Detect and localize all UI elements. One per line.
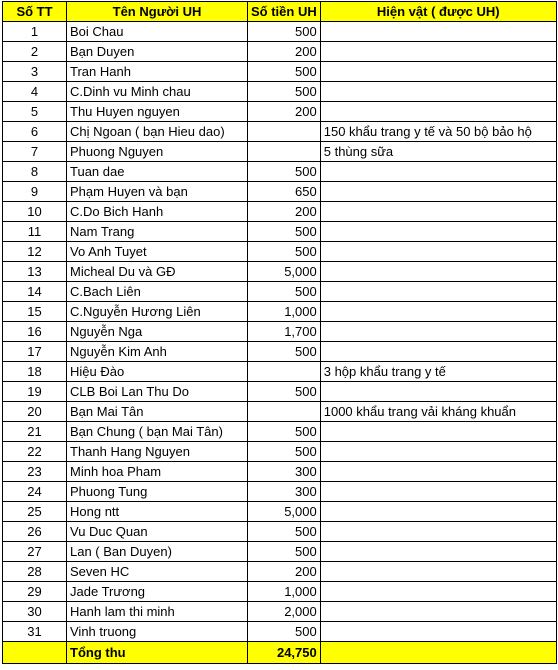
amount-cell[interactable]: 1,000 <box>248 582 321 602</box>
table-row <box>3 42 557 62</box>
stt-cell[interactable]: 8 <box>3 162 67 182</box>
name-cell[interactable]: C.Nguyễn Hương Liên <box>67 302 248 322</box>
stt-cell[interactable]: 25 <box>3 502 67 522</box>
table-row <box>3 322 557 342</box>
name-cell[interactable]: Vinh truong <box>67 622 248 642</box>
header-cell-amount[interactable]: Số tiền UH <box>248 2 321 22</box>
items-cell[interactable] <box>320 482 556 502</box>
table-row <box>3 262 557 282</box>
amount-cell[interactable]: 500 <box>248 222 321 242</box>
name-cell[interactable]: Bạn Mai Tân <box>67 402 248 422</box>
stt-cell[interactable]: 3 <box>3 62 67 82</box>
items-cell[interactable] <box>320 302 556 322</box>
table-row <box>3 522 557 542</box>
stt-cell[interactable]: 11 <box>3 222 67 242</box>
amount-cell[interactable]: 1,700 <box>248 322 321 342</box>
items-cell[interactable] <box>320 282 556 302</box>
stt-cell[interactable]: 28 <box>3 562 67 582</box>
table-row <box>3 622 557 642</box>
amount-cell[interactable]: 500 <box>248 22 321 42</box>
amount-cell[interactable]: 5,000 <box>248 262 321 282</box>
items-cell[interactable] <box>320 182 556 202</box>
header-cell-stt[interactable]: Số TT <box>3 2 67 22</box>
items-cell[interactable] <box>320 462 556 482</box>
amount-cell[interactable]: 500 <box>248 382 321 402</box>
table-row <box>3 222 557 242</box>
name-cell[interactable]: Hiệu Đào <box>67 362 248 382</box>
amount-cell[interactable] <box>248 122 321 142</box>
items-cell[interactable] <box>320 322 556 342</box>
table-row <box>3 562 557 582</box>
name-cell[interactable]: Nguyễn Nga <box>67 322 248 342</box>
donation-table <box>2 1 557 664</box>
items-cell[interactable] <box>320 222 556 242</box>
stt-cell[interactable]: 4 <box>3 82 67 102</box>
table-row <box>3 202 557 222</box>
table-row <box>3 382 557 402</box>
amount-cell[interactable]: 500 <box>248 542 321 562</box>
items-cell[interactable] <box>320 622 556 642</box>
name-cell[interactable]: Nam Trang <box>67 222 248 242</box>
stt-cell[interactable]: 16 <box>3 322 67 342</box>
items-cell[interactable] <box>320 262 556 282</box>
stt-cell[interactable]: 12 <box>3 242 67 262</box>
stt-cell[interactable]: 7 <box>3 142 67 162</box>
stt-cell[interactable]: 9 <box>3 182 67 202</box>
items-cell[interactable] <box>320 422 556 442</box>
items-cell[interactable]: 1000 khẩu trang vải kháng khuẩn <box>320 402 556 422</box>
name-cell[interactable]: Bạn Chung ( bạn Mai Tân) <box>67 422 248 442</box>
stt-cell[interactable]: 6 <box>3 122 67 142</box>
table-row <box>3 142 557 162</box>
name-cell[interactable]: Phuong Nguyen <box>67 142 248 162</box>
name-cell[interactable]: Thanh Hang Nguyen <box>67 442 248 462</box>
table-row <box>3 422 557 442</box>
table-row <box>3 62 557 82</box>
stt-cell[interactable]: 18 <box>3 362 67 382</box>
items-cell[interactable] <box>320 502 556 522</box>
amount-cell[interactable]: 500 <box>248 622 321 642</box>
stt-cell[interactable]: 1 <box>3 22 67 42</box>
table-row <box>3 462 557 482</box>
table-row <box>3 302 557 322</box>
total-label-cell[interactable]: Tổng thu <box>67 642 248 664</box>
items-cell[interactable]: 3 hộp khẩu trang y tế <box>320 362 556 382</box>
stt-cell[interactable]: 2 <box>3 42 67 62</box>
stt-cell[interactable]: 13 <box>3 262 67 282</box>
table-row <box>3 102 557 122</box>
total-amount-cell[interactable]: 24,750 <box>248 642 321 664</box>
amount-cell[interactable]: 300 <box>248 462 321 482</box>
amount-cell[interactable] <box>248 142 321 162</box>
amount-cell[interactable]: 500 <box>248 62 321 82</box>
table-row <box>3 362 557 382</box>
items-cell[interactable] <box>320 102 556 122</box>
total-items-cell[interactable] <box>320 642 556 664</box>
total-stt-cell[interactable] <box>3 642 67 664</box>
amount-cell[interactable]: 200 <box>248 102 321 122</box>
stt-cell[interactable]: 26 <box>3 522 67 542</box>
stt-cell[interactable]: 20 <box>3 402 67 422</box>
items-cell[interactable] <box>320 582 556 602</box>
name-cell[interactable]: Minh hoa Pham <box>67 462 248 482</box>
amount-cell[interactable]: 300 <box>248 482 321 502</box>
stt-cell[interactable]: 10 <box>3 202 67 222</box>
items-cell[interactable] <box>320 202 556 222</box>
name-cell[interactable]: Boi Chau <box>67 22 248 42</box>
table-body <box>3 22 557 642</box>
amount-cell[interactable]: 200 <box>248 202 321 222</box>
stt-cell[interactable]: 21 <box>3 422 67 442</box>
stt-cell[interactable]: 31 <box>3 622 67 642</box>
amount-cell[interactable]: 650 <box>248 182 321 202</box>
items-cell[interactable] <box>320 62 556 82</box>
amount-cell[interactable]: 500 <box>248 162 321 182</box>
stt-cell[interactable]: 27 <box>3 542 67 562</box>
amount-cell[interactable] <box>248 362 321 382</box>
items-cell[interactable] <box>320 242 556 262</box>
stt-cell[interactable]: 19 <box>3 382 67 402</box>
name-cell[interactable]: Hanh lam thi minh <box>67 602 248 622</box>
items-cell[interactable]: 150 khẩu trang y tế và 50 bộ bảo hộ <box>320 122 556 142</box>
amount-cell[interactable]: 500 <box>248 342 321 362</box>
name-cell[interactable]: Micheal Du và GĐ <box>67 262 248 282</box>
name-cell[interactable]: Vo Anh Tuyet <box>67 242 248 262</box>
table-row <box>3 82 557 102</box>
stt-cell[interactable]: 14 <box>3 282 67 302</box>
name-cell[interactable]: CLB Boi Lan Thu Do <box>67 382 248 402</box>
amount-cell[interactable]: 500 <box>248 422 321 442</box>
table-row <box>3 582 557 602</box>
table-row <box>3 482 557 502</box>
stt-cell[interactable]: 30 <box>3 602 67 622</box>
name-cell[interactable]: C.Dinh vu Minh chau <box>67 82 248 102</box>
items-cell[interactable] <box>320 562 556 582</box>
name-cell[interactable]: Bạn Duyen <box>67 42 248 62</box>
name-cell[interactable]: Phuong Tung <box>67 482 248 502</box>
items-cell[interactable] <box>320 442 556 462</box>
stt-cell[interactable]: 5 <box>3 102 67 122</box>
name-cell[interactable]: Hong ntt <box>67 502 248 522</box>
items-cell[interactable] <box>320 542 556 562</box>
items-cell[interactable] <box>320 22 556 42</box>
items-cell[interactable] <box>320 382 556 402</box>
name-cell[interactable]: Thu Huyen nguyen <box>67 102 248 122</box>
amount-cell[interactable]: 1,000 <box>248 302 321 322</box>
total-row <box>3 642 557 664</box>
name-cell[interactable]: C.Bach Liên <box>67 282 248 302</box>
table-row <box>3 122 557 142</box>
header-row <box>3 2 557 22</box>
name-cell[interactable]: Vu Duc Quan <box>67 522 248 542</box>
table-row <box>3 242 557 262</box>
amount-cell[interactable]: 500 <box>248 522 321 542</box>
items-cell[interactable] <box>320 342 556 362</box>
name-cell[interactable]: Lan ( Ban Duyen) <box>67 542 248 562</box>
stt-cell[interactable]: 29 <box>3 582 67 602</box>
table-row <box>3 282 557 302</box>
items-cell[interactable]: 5 thùng sữa <box>320 142 556 162</box>
items-cell[interactable] <box>320 162 556 182</box>
name-cell[interactable]: Phạm Huyen và bạn <box>67 182 248 202</box>
items-cell[interactable] <box>320 82 556 102</box>
header-cell-items[interactable]: Hiện vật ( được UH) <box>320 2 556 22</box>
amount-cell[interactable]: 500 <box>248 442 321 462</box>
amount-cell[interactable]: 500 <box>248 282 321 302</box>
table-row <box>3 602 557 622</box>
table-row <box>3 342 557 362</box>
amount-cell[interactable]: 500 <box>248 242 321 262</box>
name-cell[interactable]: Nguyễn Kim Anh <box>67 342 248 362</box>
table-row <box>3 182 557 202</box>
items-cell[interactable] <box>320 522 556 542</box>
table-row <box>3 542 557 562</box>
stt-cell[interactable]: 24 <box>3 482 67 502</box>
name-cell[interactable]: Tuan dae <box>67 162 248 182</box>
table-row <box>3 162 557 182</box>
table-row <box>3 402 557 422</box>
table-row <box>3 22 557 42</box>
amount-cell[interactable] <box>248 402 321 422</box>
stt-cell[interactable]: 22 <box>3 442 67 462</box>
amount-cell[interactable]: 200 <box>248 42 321 62</box>
name-cell[interactable]: Jade Trương <box>67 582 248 602</box>
table-row <box>3 442 557 462</box>
items-cell[interactable] <box>320 42 556 62</box>
amount-cell[interactable]: 2,000 <box>248 602 321 622</box>
header-cell-name[interactable]: Tên Người UH <box>67 2 248 22</box>
name-cell[interactable]: Tran Hanh <box>67 62 248 82</box>
table-row <box>3 502 557 522</box>
amount-cell[interactable]: 5,000 <box>248 502 321 522</box>
amount-cell[interactable]: 200 <box>248 562 321 582</box>
stt-cell[interactable]: 17 <box>3 342 67 362</box>
amount-cell[interactable]: 500 <box>248 82 321 102</box>
name-cell[interactable]: Seven HC <box>67 562 248 582</box>
name-cell[interactable]: C.Do Bich Hanh <box>67 202 248 222</box>
stt-cell[interactable]: 15 <box>3 302 67 322</box>
items-cell[interactable] <box>320 602 556 622</box>
stt-cell[interactable]: 23 <box>3 462 67 482</box>
name-cell[interactable]: Chị Ngoan ( bạn Hieu dao) <box>67 122 248 142</box>
